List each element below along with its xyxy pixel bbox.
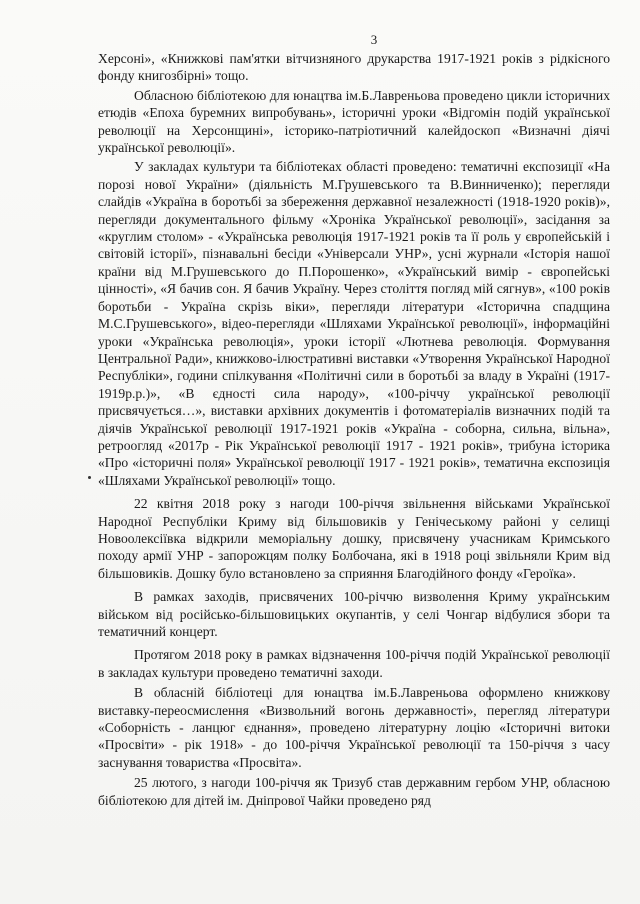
paragraph-2018-events: Протягом 2018 року в рамках відзначення 100-річчя подій Української революції в закладах культури проведено тематичні заходи. [98, 647, 610, 680]
paragraph-youth-library-etudes: Обласною бібліотекою для юнацтва ім.Б.Лавреньова проведено цикли історичних етюдів «Епоха буремних випробувань», історичні уроки «Відгомін подій української революції на Херсонщині», історико-патріотичний калейдоскоп «Визначні діячі української революції». [98, 87, 610, 156]
paragraph-kherson-exhibitions: Херсоні», «Книжкові пам'ятки вітчизняного друкарства 1917-1921 років з рідкісного фонду книгозбірні» тощо. [98, 51, 610, 84]
page-number: 3 [370, 32, 378, 47]
paragraph-trident-anniversary: 25 лютого, з нагоди 100-річчя як Тризуб став державним гербом УНР, обласною бібліотекою для дітей ім. Дніпрової Чайки проведено ряд [98, 775, 610, 808]
margin-mark [88, 476, 91, 479]
paragraph-chongar-concert: В рамках заходів, присвячених 100-річчю визволення Криму українським військом від російсько-більшовицьких окупантів, у селі Чонгар відбулися збори та тематичний концерт. [98, 589, 610, 639]
paragraph-youth-library-exhibition: В обласній бібліотеці для юнацтва ім.Б.Лавреньова оформлено книжкову виставку-переосмислення «Визвольний вогонь державності», перегляд літератури «Соборність - ланцюг єднання», проведено літературну лоцію «Історичні витоки «Просвіти» - рік 1918» - до 100-річчя Української революції та 150-річчя з часу заснування товариства «Просвіта». [98, 685, 610, 770]
paragraph-culture-institutions-events: У закладах культури та бібліотеках області проведено: тематичні експозиції «На порозі нової України» (діяльність М.Грушевського та В.Винниченко); перегляди слайдів «Україна в боротьбі за збереження державної незалежності (1918-1920 років)», перегляди документального фільму «Хроніка Української революції», засідання за «круглим столом» - «Українська революція 1917-1921 років та її роль у європейській і світовій історії», пізнавальні бесіди «Універсали УНР», усні журнали «Історія нашої країни від М.Грушевського до П.Порошенко», «Український вимір - європейські цінності», «Я бачив сон. Я бачив Україну. Через століття погляд мій сягнув», «100 років боротьби - Україна скрізь віки», перегляди літератури «Історична спадщина М.С.Грушевського», відео-перегляди «Шляхами Української революції», інформаційні уроки «Українська революція», уроки історії «Лютнева революція. Формування Центральної Ради», книжково-ілюстративні виставки «Утворення Української Народної Республіки», години спілкування «Політичні сили в боротьбі за владу в Україні (1917-1919р.р.)», «В єдності сила народу», «100-річчу української революції присвячується…», виставки архівних документів і фотоматеріалів визначних подій та діячів Української революції 1917-1921 років «Україна - соборна, сильна, вільна», ретроогляд «2017р - Рік Української революції 1917 - 1921 років», трибуна історика «Про «історичні поля» Української революції 1917 - 1921 років», тематична експозиція «Шляхами Української революції» тощо. [98, 159, 610, 488]
paragraph-memorial-plaque: 22 квітня 2018 року з нагоди 100-річчя звільнення військами Української Народної Республіки Криму від більшовиків у Генічеському районі у селищі Новоолексіївка відкрили меморіальну дошку, присвячену учасникам Кримського походу армії УНР - запорожцям полку Болбочана, які в 1918 році звільняли Крим від більшовиків. Дошку було встановлено за сприяння Благодійного фонду «Героїка». [98, 496, 610, 581]
